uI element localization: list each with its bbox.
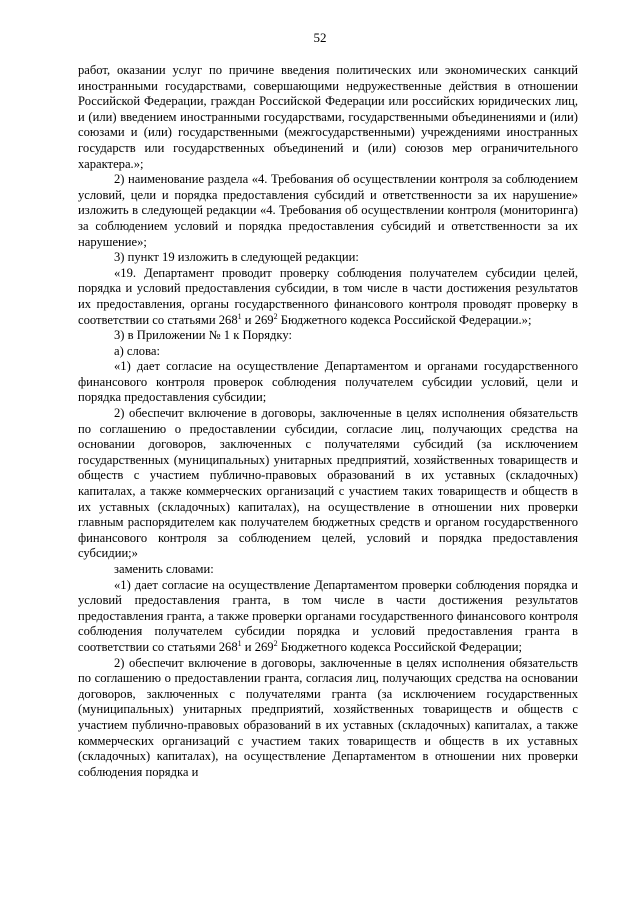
- text-run: и 269: [241, 312, 274, 327]
- text-run: заменить словами:: [114, 562, 214, 576]
- text-run: Бюджетного кодекса Российской Федерации.»;: [277, 312, 532, 327]
- paragraph: [78, 578, 578, 656]
- paragraph: [78, 656, 578, 781]
- text-run: «19. Департамент проводит проверку соблюдения получателем субсидии целей, порядка и условий предоставления субсидии, в том числе в части достижения результатов их предоставления, органы государственного финансового контроля проводят проверку в соответствии со статьями 268: [78, 265, 578, 327]
- superscript: 1: [237, 311, 242, 321]
- paragraph: [78, 562, 578, 578]
- text-run: и 269: [241, 639, 274, 654]
- paragraph: [78, 63, 578, 172]
- text-run: 2) наименование раздела «4. Требования об осуществлении контроля за соблюдением условий, цели и порядка предоставления субсидий и ответственности за их нарушение» изложить в следующей редакции «4. Требования об осуществлении контроля (мониторинга) за соблюдением условий и порядка предоставления субсидий и ответственности за их нарушение»;: [78, 172, 578, 249]
- superscript: 2: [273, 311, 278, 321]
- paragraph: [78, 359, 578, 406]
- text-run: «1) дает согласие на осуществление Департаментом проверки соблюдения порядка и условий предоставления гранта, в том числе в части достижения результатов предоставления гранта, а также проверки органами государственного финансового контроля соблюдения получателем субсидии порядка и условий предоставления гранта в соответствии со статьями 268: [78, 577, 578, 654]
- text-run: 3) пункт 19 изложить в следующей редакции:: [114, 250, 359, 265]
- superscript: 2: [273, 638, 278, 648]
- text-run: а) слова:: [114, 343, 160, 358]
- text-run: работ, оказании услуг по причине введения политических или экономических санкций иностранными государствами, совершающими недружественные действия в отношении Российской Федерации, граждан Российской Федерации или российских юридических лиц, и (или) введением иностранными государствами, государственными объединениями и (или) союзами и (или) государственными (межгосударственными) учреждениями иностранных государств или государственных объединений и (или) союзов мер ограничительного характера.»;: [78, 63, 578, 171]
- paragraph: [78, 172, 578, 250]
- paragraph: [78, 328, 578, 344]
- text-run: 2) обеспечит включение в договоры, заключенные в целях исполнения обязательств по соглашению о предоставлении гранта, согласия лиц, получающих средства на основании договоров, заключенных с получателями гранта (за исключением государственных (муниципальных) унитарных предприятий, хозяйственных товариществ и обществ с участием публично-правовых образований в их уставных (складочных) капиталах, а также коммерческих организаций с участием таких товариществ и обществ в их уставных (складочных) капиталах), на осуществление Департаментом в отношении них проверки соблюдения порядка и: [78, 655, 578, 779]
- paragraph: [78, 406, 578, 562]
- text-run: 3) в Приложении № 1 к Порядку:: [114, 328, 292, 343]
- superscript: 1: [237, 638, 242, 648]
- text-run: Бюджетного кодекса Российской Федерации;: [277, 639, 522, 654]
- text-run: «1) дает согласие на осуществление Департаментом и органами государственного финансового контроля проверок соблюдения получателем субсидии условий, цели и порядка предоставления субсидии;: [78, 359, 578, 405]
- paragraph: [78, 266, 578, 328]
- paragraph: [78, 250, 578, 266]
- document-body: [78, 63, 578, 780]
- text-run: 2) обеспечит включение в договоры, заключенные в целях исполнения обязательств по соглашению о предоставлении субсидии, согласие лиц, получающих средства на основании договоров, заключенных с получателями субсидий (за исключением государственных (муниципальных) унитарных предприятий, хозяйственных товариществ и обществ с участием публично-правовых образований в их уставных (складочных) капиталах, а также коммерческих организаций с участием таких товариществ и обществ в их уставных (складочных) капиталах), на осуществление в отношении них проверки главным распорядителем как получателем бюджетных средств и органом государственного финансового контроля за соблюдением целей, условий и порядка предоставления субсидии;»: [78, 406, 578, 561]
- paragraph: [78, 344, 578, 360]
- page-number: 52: [313, 30, 327, 45]
